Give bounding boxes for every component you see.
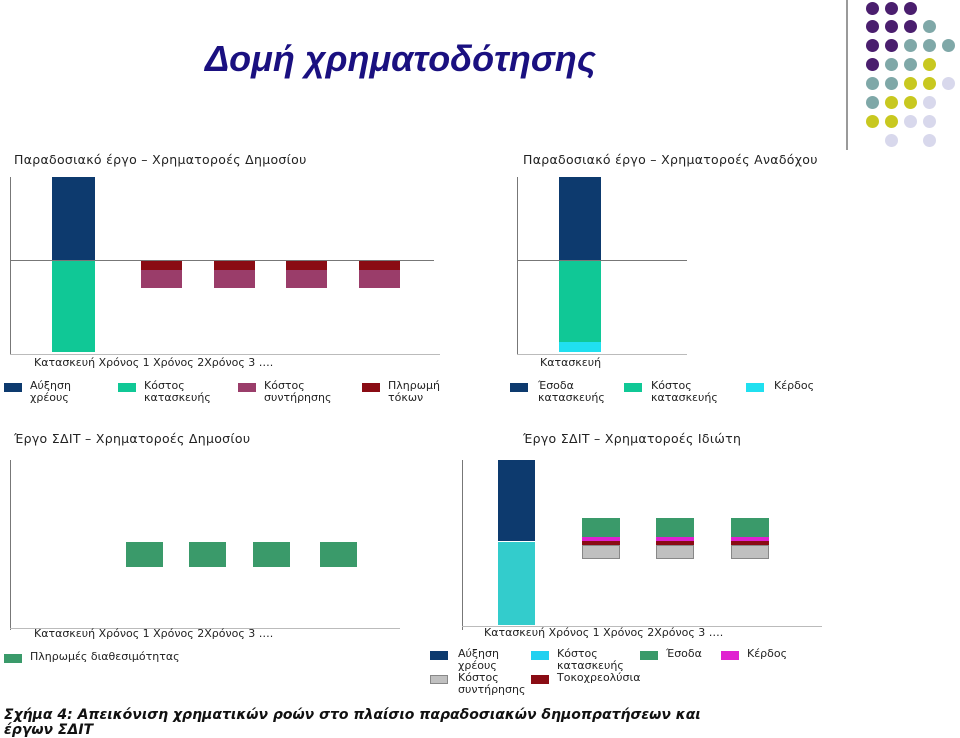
legend-swatch — [721, 651, 739, 660]
interest-payment-bar — [214, 261, 255, 270]
availability-payment-bar — [253, 542, 290, 567]
decorative-dot — [866, 58, 879, 71]
x-axis-labels: Κατασκευή Χρόνος 1 Χρόνος 2Χρόνος 3 …. — [34, 356, 274, 369]
interest-payment-bar — [141, 261, 182, 270]
maintenance-cost-bar — [359, 270, 400, 288]
legend-swatch — [238, 383, 256, 392]
decorative-dot — [866, 77, 879, 90]
decorative-dot — [885, 134, 898, 147]
construction-cost-bar — [498, 542, 535, 625]
legend-label: Κέρδος — [747, 647, 788, 660]
profit-bar — [559, 342, 601, 352]
panel-title: Παραδοσιακό έργο – Χρηματοροές Δημοσίου — [14, 152, 307, 167]
legend-swatch — [510, 383, 528, 392]
legend-label: Κόστος κατασκευής — [144, 379, 211, 404]
maintenance-cost-bar — [656, 545, 694, 559]
legend-swatch — [746, 383, 764, 392]
legend-label: Κόστος κατασκευής — [557, 647, 624, 672]
legend-label: Κόστος συντήρησης — [458, 671, 526, 696]
x-axis-labels: Κατασκευή — [540, 356, 602, 369]
decorative-dot — [923, 115, 936, 128]
decorative-dot — [885, 115, 898, 128]
decorative-dot — [942, 77, 955, 90]
decorative-dot — [904, 77, 917, 90]
decorative-dot — [866, 20, 879, 33]
baseline — [517, 260, 687, 261]
maintenance-cost-bar — [141, 270, 182, 288]
y-axis — [517, 177, 518, 355]
panel-title: Έργο ΣΔΙΤ – Χρηματοροές Δημοσίου — [14, 431, 251, 446]
legend-label: Αύξηση χρέους — [30, 379, 71, 404]
panel-title: Έργο ΣΔΙΤ – Χρηματοροές Ιδιώτη — [523, 431, 742, 446]
decorative-dot — [866, 2, 879, 15]
construction-cost-bar — [52, 261, 95, 352]
legend-label: Πληρωμή τόκων — [388, 379, 440, 404]
legend-label: Έσοδα κατασκευής — [538, 379, 605, 404]
decorative-dot — [866, 96, 879, 109]
availability-payment-bar — [126, 542, 163, 567]
decorative-dot — [904, 2, 917, 15]
y-axis — [10, 177, 11, 355]
decorative-dot — [923, 96, 936, 109]
decorative-dot — [885, 96, 898, 109]
maintenance-cost-bar — [582, 545, 620, 559]
legend-label: Κόστος κατασκευής — [651, 379, 718, 404]
baseline — [10, 543, 11, 544]
decorative-dot — [904, 39, 917, 52]
legend-label: Πληρωμές διαθεσιμότητας — [30, 650, 180, 663]
decorative-dot — [866, 115, 879, 128]
availability-payment-bar — [320, 542, 357, 567]
decorative-dot — [885, 2, 898, 15]
legend-label: Έσοδα — [666, 647, 702, 660]
maintenance-cost-bar — [286, 270, 327, 288]
decorative-dot — [904, 115, 917, 128]
availability-payment-bar — [189, 542, 226, 567]
interest-payment-bar — [286, 261, 327, 270]
y-axis — [462, 460, 463, 630]
y-axis — [10, 460, 11, 630]
revenue-bar — [656, 518, 694, 537]
legend-swatch — [430, 651, 448, 660]
legend-label: Κέρδος — [774, 379, 815, 392]
x-axis — [10, 354, 440, 355]
decorative-dot — [904, 20, 917, 33]
legend-swatch — [624, 383, 642, 392]
legend-label: Τοκοχρεολύσια — [557, 671, 641, 684]
baseline — [462, 541, 463, 542]
decorative-dot — [923, 134, 936, 147]
debt-increase-bar — [52, 177, 95, 260]
legend-swatch — [430, 675, 448, 684]
debt-increase-bar — [498, 460, 535, 541]
legend-swatch — [531, 651, 549, 660]
legend-swatch — [362, 383, 380, 392]
construction-cost-bar — [559, 261, 601, 342]
decorative-dot — [942, 39, 955, 52]
slide-title: Δομή χρηματοδότησης — [205, 38, 596, 79]
decorative-dot — [923, 77, 936, 90]
maintenance-cost-bar — [214, 270, 255, 288]
x-axis-labels: Κατασκευή Χρόνος 1 Χρόνος 2Χρόνος 3 …. — [34, 627, 274, 640]
legend-swatch — [531, 675, 549, 684]
decorative-dot — [923, 20, 936, 33]
legend-label: Κόστος συντήρησης — [264, 379, 332, 404]
panel-title: Παραδοσιακό έργο – Χρηματοροές Αναδόχου — [523, 152, 818, 167]
legend-swatch — [4, 654, 22, 663]
decorative-dot — [904, 96, 917, 109]
legend-swatch — [118, 383, 136, 392]
interest-payment-bar — [359, 261, 400, 270]
x-axis-labels: Κατασκευή Χρόνος 1 Χρόνος 2Χρόνος 3 …. — [484, 626, 724, 639]
decorative-dot — [885, 58, 898, 71]
decorative-dot — [923, 39, 936, 52]
construction-revenue-bar — [559, 177, 601, 260]
legend-swatch — [640, 651, 658, 660]
maintenance-cost-bar — [731, 545, 769, 559]
figure-caption: Σχήμα 4: Απεικόνιση χρηματικών ροών στο πλαίσιο παραδοσιακών δημοπρατήσεων και έργων ΣΔΙΤ — [4, 707, 701, 738]
decorative-dot — [885, 39, 898, 52]
legend-label: Αύξηση χρέους — [458, 647, 499, 672]
x-axis — [517, 354, 687, 355]
decorative-dot — [885, 20, 898, 33]
revenue-bar — [731, 518, 769, 537]
legend-swatch — [4, 383, 22, 392]
decorative-dot — [923, 58, 936, 71]
revenue-bar — [582, 518, 620, 537]
decorative-dot — [904, 58, 917, 71]
decorative-dot — [866, 39, 879, 52]
decorative-dot — [885, 77, 898, 90]
decorative-divider-line — [846, 0, 848, 150]
